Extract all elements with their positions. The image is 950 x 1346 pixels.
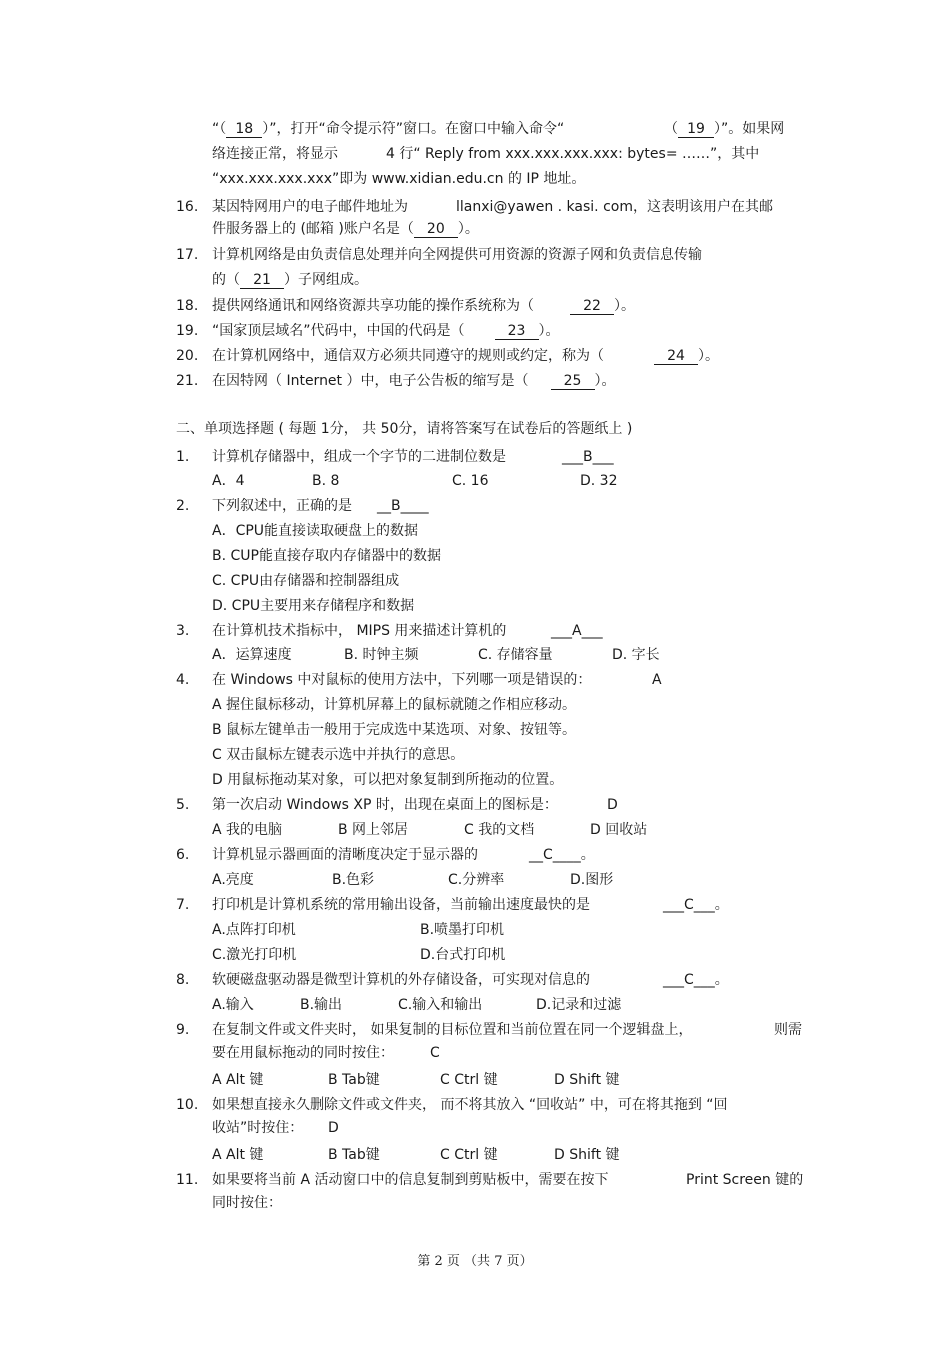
option: B. 8 <box>312 473 340 489</box>
question-number: 4. <box>176 672 190 688</box>
text: ）子网组成。 <box>284 272 368 288</box>
question-number: 2. <box>176 498 190 514</box>
q16-line-1: 某因特网用户的电子邮件地址为 <box>212 199 408 215</box>
question-number: 18. <box>176 298 199 314</box>
question-number: 20. <box>176 348 199 364</box>
text: ）”，打开“命令提示符”窗口。在窗口中输入命令“ <box>262 121 565 137</box>
m9-question-line-2: 要在用鼠标拖动的同时按住： <box>212 1045 394 1061</box>
blank-22: 22 <box>570 298 614 315</box>
option: D Shift 键 <box>554 1147 620 1163</box>
text: 的（ <box>212 272 240 288</box>
m2-answer: __B____ <box>377 498 429 514</box>
q16-line-2 <box>212 220 479 238</box>
option: C Ctrl 键 <box>440 1072 498 1088</box>
blank-20: 20 <box>414 221 458 238</box>
option: A 握住鼠标移动，计算机屏幕上的鼠标就随之作相应移动。 <box>212 697 577 713</box>
option: D 回收站 <box>590 822 648 838</box>
option: B Tab键 <box>328 1147 380 1163</box>
option: B Tab键 <box>328 1072 380 1088</box>
option: A Alt 键 <box>212 1072 264 1088</box>
blank-19: 19 <box>678 121 714 138</box>
m10-answer: D <box>328 1120 339 1136</box>
question-number: 16. <box>176 199 199 215</box>
option: D 用鼠标拖动某对象，可以把对象复制到所拖动的位置。 <box>212 772 564 788</box>
option: C Ctrl 键 <box>440 1147 498 1163</box>
question-number: 5. <box>176 797 190 813</box>
page-footer: 第 2 页 （共 7 页） <box>417 1254 533 1269</box>
option: C. CPU由存储器和控制器组成 <box>212 573 400 589</box>
option: C. 存储容量 <box>478 647 553 663</box>
option: A．4 <box>212 473 245 489</box>
blank-18: 18 <box>226 121 262 138</box>
option: A．CPU能直接读取硬盘上的数据 <box>212 523 419 539</box>
text: ）”。如果网 <box>714 121 785 137</box>
option: D.记录和过滤 <box>536 997 622 1013</box>
text: 件服务器上的 (邮箱 )账户名是（ <box>212 221 414 237</box>
text: 在计算机网络中，通信双方必须共同遵守的规则或约定，称为（ <box>212 348 604 364</box>
text: ）。 <box>594 373 616 389</box>
m9-question-line-1: 在复制文件或文件夹时， 如果复制的目标位置和当前位置在同一个逻辑盘上， <box>212 1022 693 1038</box>
question-number: 8. <box>176 972 190 988</box>
blank-23: 23 <box>495 323 539 340</box>
option: A.点阵打印机 <box>212 922 296 938</box>
option: A．运算速度 <box>212 647 292 663</box>
m10-question-line-2: 收站”时按住： <box>212 1120 304 1136</box>
option: C 我的文档 <box>464 822 535 838</box>
text: ）。 <box>698 348 719 364</box>
option: D. CPU主要用来存储程序和数据 <box>212 598 415 614</box>
top-line-3: “xxx.xxx.xxx.xxx”即为 www.xidian.edu.cn 的 IP 地址。 <box>212 171 586 187</box>
top-line-2a: 络连接正常，将显示 <box>212 146 338 162</box>
q17-line-2 <box>212 271 368 289</box>
option: C. 16 <box>452 473 489 489</box>
option: C 双击鼠标左键表示选中并执行的意思。 <box>212 747 465 763</box>
question-number: 10. <box>176 1097 199 1113</box>
text: ）。 <box>614 298 635 314</box>
m11-question-line-1: 如果要将当前 A 活动窗口中的信息复制到剪贴板中，需要在按下 <box>212 1172 609 1188</box>
text: （ <box>664 121 678 137</box>
m11-question-line-2: 同时按住： <box>212 1195 282 1211</box>
m1-answer: ___B___ <box>562 449 614 465</box>
option: C.激光打印机 <box>212 947 297 963</box>
m7-answer: ___C___。 <box>663 897 729 913</box>
option: D. 32 <box>580 473 618 489</box>
option: D. 字长 <box>612 647 660 663</box>
option: B 鼠标左键单击一般用于完成选中某选项、对象、按钮等。 <box>212 722 577 738</box>
option: A.亮度 <box>212 872 254 888</box>
q18-line <box>212 297 635 315</box>
q19-line <box>212 322 560 340</box>
m7-question: 打印机是计算机系统的常用输出设备，当前输出速度最快的是 <box>212 897 590 913</box>
q20-line <box>212 347 719 365</box>
m2-question: 下列叙述中，正确的是 <box>212 498 352 514</box>
m3-answer: ___A___ <box>551 623 603 639</box>
option: B.喷墨打印机 <box>420 922 505 938</box>
question-number: 1. <box>176 449 190 465</box>
blank-24: 24 <box>654 348 698 365</box>
section-heading: 二、单项选择题 ( 每题 1分， 共 50分，请将答案写在试卷后的答题纸上 ) <box>176 421 633 437</box>
option: D.图形 <box>570 872 614 888</box>
question-number: 17. <box>176 247 199 263</box>
text: 提供网络通讯和网络资源共享功能的操作系统称为（ <box>212 298 534 314</box>
question-number: 3. <box>176 623 190 639</box>
m10-question-line-1: 如果想直接永久删除文件或文件夹， 而不将其放入 “回收站” 中，可在将其拖到 “回 <box>212 1097 728 1113</box>
option: B.色彩 <box>332 872 375 888</box>
option: B.输出 <box>300 997 343 1013</box>
m11-question-line-1b: Print Screen 键的 <box>686 1172 804 1188</box>
text: “（ <box>212 121 227 137</box>
m9-question-line-1b: 则需 <box>774 1022 802 1038</box>
text: ）。 <box>538 323 560 339</box>
q17-line-1: 计算机网络是由负责信息处理并向全网提供可用资源的资源子网和负责信息传输 <box>212 247 702 263</box>
q21-line <box>212 372 616 390</box>
option: C.分辨率 <box>448 872 505 888</box>
option: D.台式打印机 <box>420 947 506 963</box>
option: A Alt 键 <box>212 1147 264 1163</box>
m5-answer: D <box>607 797 618 813</box>
option: B. CUP能直接存取内存储器中的数据 <box>212 548 441 564</box>
blank-21: 21 <box>240 272 284 289</box>
m9-answer: C <box>430 1045 440 1061</box>
text: 在因特网（ Internet ）中，电子公告板的缩写是（ <box>212 373 529 389</box>
option: A 我的电脑 <box>212 822 283 838</box>
question-number: 19. <box>176 323 199 339</box>
blank-25: 25 <box>551 373 595 390</box>
text: ）。 <box>457 221 479 237</box>
top-line-2b: 4 行“ Reply from xxx.xxx.xxx.xxx: bytes= ……”，其中 <box>386 146 760 162</box>
option: C.输入和输出 <box>398 997 483 1013</box>
m8-answer: ___C___。 <box>663 972 729 988</box>
m8-question: 软硬磁盘驱动器是微型计算机的外存储设备，可实现对信息的 <box>212 972 590 988</box>
q16-line-1b: llanxi@yawen . kasi. com，这表明该用户在其邮 <box>456 199 773 215</box>
m5-question: 第一次启动 Windows XP 时，出现在桌面上的图标是： <box>212 797 558 813</box>
top-line-1 <box>212 120 564 138</box>
question-number: 7. <box>176 897 190 913</box>
option: B. 时钟主频 <box>344 647 419 663</box>
m4-answer: A <box>652 672 662 688</box>
question-number: 6. <box>176 847 190 863</box>
m6-question: 计算机显示器画面的清晰度决定于显示器的 <box>212 847 478 863</box>
option: A.输入 <box>212 997 254 1013</box>
question-number: 21. <box>176 373 199 389</box>
m3-question: 在计算机技术指标中， MIPS 用来描述计算机的 <box>212 623 507 639</box>
m4-question: 在 Windows 中对鼠标的使用方法中，下列哪一项是错误的： <box>212 672 592 688</box>
top-line-1-right <box>664 120 784 138</box>
question-number: 9. <box>176 1022 190 1038</box>
m1-question: 计算机存储器中，组成一个字节的二进制位数是 <box>212 449 506 465</box>
option: D Shift 键 <box>554 1072 620 1088</box>
question-number: 11. <box>176 1172 199 1188</box>
option: B 网上邻居 <box>338 822 409 838</box>
m6-answer: __C____。 <box>529 847 595 863</box>
text: “国家顶层域名”代码中，中国的代码是（ <box>212 323 465 339</box>
